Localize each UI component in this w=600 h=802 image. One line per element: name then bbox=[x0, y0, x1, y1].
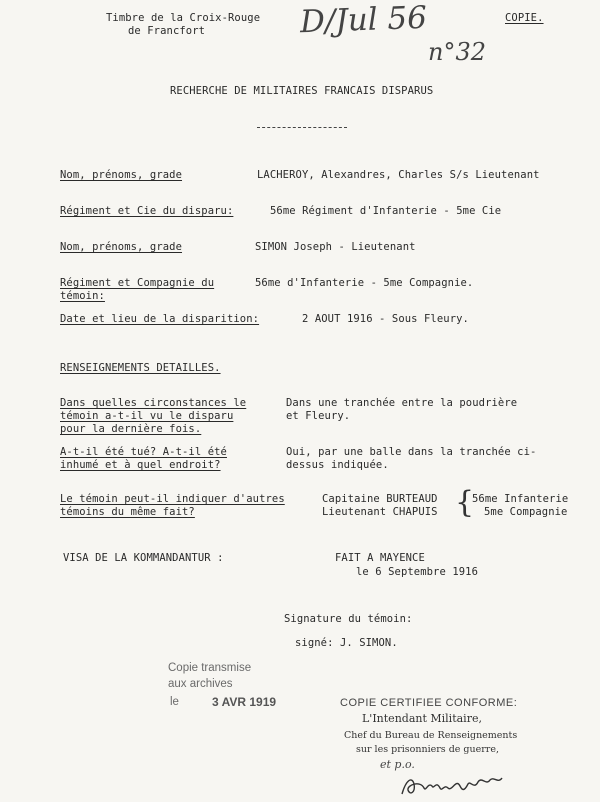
kommandantur-visa: VISA DE LA KOMMANDANTUR : bbox=[63, 552, 224, 564]
question-1-line1: Dans quelles circonstances le bbox=[60, 397, 247, 409]
witness-signature-label: Signature du témoin: bbox=[284, 613, 413, 625]
witness-regiment-label-line1: Régiment et Compagnie du bbox=[60, 277, 215, 289]
certified-stamp-line2: Chef du Bureau de Renseignements bbox=[344, 730, 518, 741]
place-of-issue: FAIT A MAYENCE bbox=[335, 552, 425, 564]
answer-2-line2: dessus indiquée. bbox=[286, 459, 389, 471]
certified-stamp-line4: et p.o. bbox=[380, 758, 415, 771]
issue-date: le 6 Septembre 1916 bbox=[356, 566, 479, 578]
question-3-line1: Le témoin peut-il indiquer d'autres bbox=[60, 493, 285, 505]
missing-regiment-value: 56me Régiment d'Infanterie - 5me Cie bbox=[270, 205, 502, 217]
details-heading: RENSEIGNEMENTS DETAILLES. bbox=[60, 362, 221, 374]
witness-name-value: SIMON Joseph - Lieutenant bbox=[255, 241, 416, 253]
archive-stamp-line2: aux archives bbox=[168, 678, 233, 690]
handwritten-number: n°32 bbox=[428, 38, 486, 66]
witness-regiment-label-line2: témoin: bbox=[60, 290, 105, 302]
question-2-line1: A-t-il été tué? A-t-il été bbox=[60, 446, 227, 458]
witness-name-label: Nom, prénoms, grade bbox=[60, 241, 183, 253]
sender-line-1: Timbre de la Croix-Rouge bbox=[106, 12, 261, 24]
other-witness-unit-2: 5me Compagnie bbox=[484, 506, 568, 518]
question-1-line2: témoin a-t-il vu le disparu bbox=[60, 410, 234, 422]
answer-2-line1: Oui, par une balle dans la tranchée ci- bbox=[286, 446, 537, 458]
certified-stamp-line3: sur les prisonniers de guerre, bbox=[356, 744, 499, 755]
witness-regiment-value: 56me d'Infanterie - 5me Compagnie. bbox=[255, 277, 474, 289]
official-signature-icon bbox=[398, 770, 508, 800]
archive-stamp-date: 3 AVR 1919 bbox=[212, 695, 277, 709]
document-title: RECHERCHE DE MILITAIRES FRANCAIS DISPARUS bbox=[170, 85, 434, 97]
certified-stamp-line1: L'Intendant Militaire, bbox=[362, 712, 482, 725]
question-2-line2: inhumé et à quel endroit? bbox=[60, 459, 221, 471]
answer-1-line1: Dans une tranchée entre la poudrière bbox=[286, 397, 518, 409]
copy-label: COPIE. bbox=[505, 12, 544, 24]
missing-name-label: Nom, prénoms, grade bbox=[60, 169, 183, 181]
archive-stamp-line1: Copie transmise bbox=[168, 662, 252, 674]
disappearance-value: 2 AOUT 1916 - Sous Fleury. bbox=[302, 313, 469, 325]
other-witness-2: Lieutenant CHAPUIS bbox=[322, 506, 438, 518]
archive-stamp-prefix: le bbox=[170, 696, 179, 708]
handwritten-reference: D/Jul 56 bbox=[299, 0, 428, 41]
other-witness-1: Capitaine BURTEAUD bbox=[322, 493, 438, 505]
question-3-line2: témoins du même fait? bbox=[60, 506, 195, 518]
certified-stamp-title: COPIE CERTIFIEE CONFORME: bbox=[340, 697, 518, 709]
disappearance-label: Date et lieu de la disparition: bbox=[60, 313, 260, 325]
witness-signed: signé: J. SIMON. bbox=[295, 637, 398, 649]
other-witness-unit-1: 56me Infanterie bbox=[472, 493, 569, 505]
missing-regiment-label: Régiment et Cie du disparu: bbox=[60, 205, 234, 217]
brace-icon: { bbox=[455, 485, 475, 520]
missing-name-value: LACHEROY, Alexandres, Charles S/s Lieutenant bbox=[257, 169, 540, 181]
question-1-line3: pour la dernière fois. bbox=[60, 423, 202, 435]
sender-line-2: de Francfort bbox=[128, 25, 206, 37]
answer-1-line2: et Fleury. bbox=[286, 410, 351, 422]
title-divider bbox=[257, 127, 347, 128]
